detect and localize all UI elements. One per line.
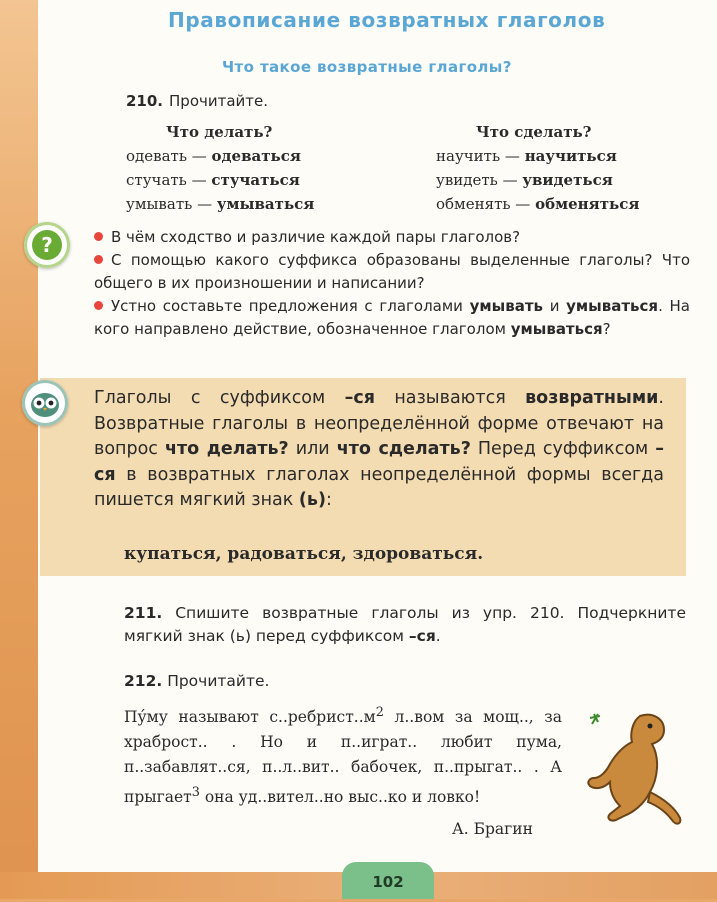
column-header: Что делать?	[166, 123, 273, 141]
bullet-icon	[94, 301, 103, 310]
verb-pair: обменять — обменяться	[436, 195, 640, 213]
question-item: С помощью какого суффикса образованы выделенные глаголы? Что общего в их произношении и написании?	[94, 251, 690, 292]
verb-pair: умывать — умываться	[126, 195, 315, 213]
page-title: Правописание возвратных глаголов	[168, 8, 606, 32]
left-margin-decoration	[0, 0, 40, 899]
verb-pair: одевать — одеваться	[126, 147, 301, 165]
question-item: Устно составьте предложения с глаголами умывать и умываться. На кого направлено действие, обозначенное глаголом умываться?	[94, 297, 690, 338]
exercise-number: 212.	[124, 672, 163, 690]
rule-examples: купаться, радоваться, здороваться.	[124, 544, 484, 564]
exercise-number: 211.	[124, 604, 163, 622]
column-header: Что сделать?	[476, 123, 592, 141]
verb-pair: научить — научиться	[436, 147, 617, 165]
verb-column-right	[436, 120, 639, 216]
verb-column-left	[126, 120, 314, 216]
page-subtitle: Что такое возвратные глаголы?	[222, 58, 512, 76]
question-item: В чём сходство и различие каждой пары глаголов?	[94, 226, 690, 249]
verb-pair: стучать — стучаться	[126, 171, 300, 189]
puma-illustration	[580, 708, 690, 830]
exercise-212-heading	[124, 672, 270, 690]
exercise-210-questions	[94, 226, 690, 341]
exercise-211: 211. Спишите возвратные глаголы из упр. 210. Подчеркните мягкий знак (ь) перед суффиксом –ся.	[124, 604, 686, 645]
exercise-212-text: Пу́му называют $с..ребрист..м^2$ л..вом за мощ.., за храброст.. . Но и п..играт.. любит пума, п..забавлят..ся, п..л..вит.. бабочек, п..прыгат.. . А прыгает$^3$ она уд..вител..но выс..ко и ловко!	[124, 705, 562, 807]
verb-pair: увидеть — увидеться	[436, 171, 613, 189]
text-author: А. Брагин	[452, 820, 533, 838]
exercise-instruction: Прочитайте.	[167, 672, 270, 690]
owl-rule-icon	[22, 380, 68, 426]
bullet-icon	[94, 255, 103, 264]
bullet-icon	[94, 232, 103, 241]
exercise-number: 210.	[126, 92, 164, 110]
question-icon: ?	[24, 222, 70, 268]
page-number: 102	[342, 862, 434, 899]
rule-text: Глаголы с суффиксом –ся называются возвратными. Возвратные глаголы в неопределённой форме отвечают на вопрос что делать? или что сделать? Перед суффиксом –ся в возвратных глаголах неопределённой формы всегда пишется мягкий знак (ь):	[94, 388, 665, 510]
exercise-210-heading	[126, 92, 268, 110]
exercise-instruction: Прочитайте.	[169, 92, 269, 110]
